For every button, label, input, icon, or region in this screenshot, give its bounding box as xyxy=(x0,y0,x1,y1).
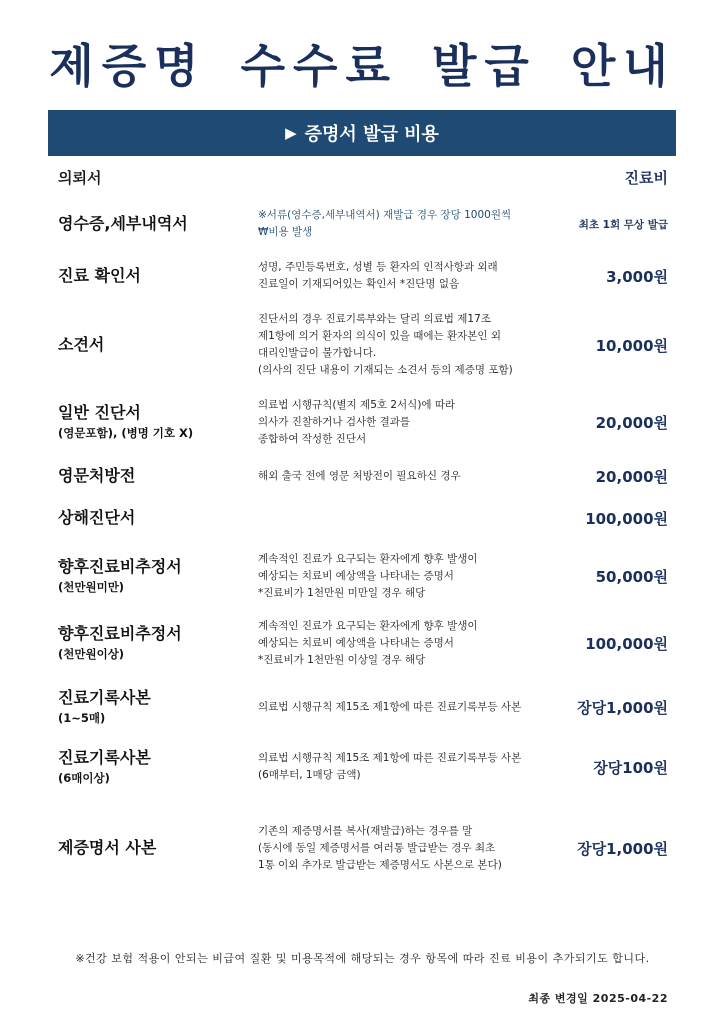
fee-row-cost-estimate-under xyxy=(58,550,668,602)
fee-row-general-diagnosis xyxy=(58,396,668,448)
fee-row-records-copy-6-plus xyxy=(58,746,668,788)
row-description xyxy=(258,397,570,448)
table-header xyxy=(58,164,668,190)
row-price: 장당1,000원 xyxy=(577,839,668,858)
row-description xyxy=(258,750,570,784)
row-desc-line: 성명, 주민등록번호, 성별 등 환자의 인적사항과 외래 xyxy=(258,261,498,273)
row-price: 50,000원 xyxy=(595,567,668,586)
row-price: 20,000원 xyxy=(595,413,668,432)
row-desc-line: 예상되는 치료비 예상액을 나타내는 증명서 xyxy=(258,636,454,649)
row-price: 3,000원 xyxy=(606,267,668,286)
fee-row-opinion xyxy=(58,310,668,380)
row-desc-line: (6매부터, 1매당 금액) xyxy=(258,769,361,781)
row-desc-line: *진료비가 1천만원 미만일 경우 해당 xyxy=(258,586,426,599)
row-description xyxy=(258,207,570,241)
row-desc-line: 종합하여 작성한 진단서 xyxy=(258,432,367,445)
row-description xyxy=(258,259,570,293)
row-price: 10,000원 xyxy=(595,336,668,355)
row-price: 100,000원 xyxy=(585,634,668,653)
row-desc-line: 제1항에 의거 환자의 의식이 있을 때에는 환자본인 외 xyxy=(258,330,502,342)
row-name: 상해진단서 xyxy=(58,508,136,527)
row-desc-line: 의료법 시행규칙 제15조 제1항에 따른 진료기록부등 사본 xyxy=(258,752,522,764)
row-desc-line: (의사의 진단 내용이 기재되는 소견서 등의 제증명 포함) xyxy=(258,364,513,376)
header-document-type: 의뢰서 xyxy=(58,168,102,187)
row-desc-line: 대리인발급이 불가합니다. xyxy=(258,347,377,359)
fee-row-injury-diagnosis xyxy=(58,506,668,530)
row-desc-line: (동시에 동일 제증명서를 여러통 발급받는 경우 최초 xyxy=(258,841,496,854)
row-name: 향후진료비추정서 xyxy=(58,557,182,576)
row-name: 향후진료비추정서 xyxy=(58,624,182,643)
row-desc-line: ₩비용 발생 xyxy=(258,226,313,238)
fee-row-english-prescription xyxy=(58,464,668,488)
row-description xyxy=(258,618,570,669)
row-desc-line: 진료일이 기재되어있는 확인서 *진단명 없음 xyxy=(258,278,460,290)
row-price: 최초 1회 무상 발급 xyxy=(578,218,668,231)
row-desc-line: 진단서의 경우 진료기록부와는 달리 의료법 제17조 xyxy=(258,313,491,325)
row-description xyxy=(258,468,570,485)
row-desc-line: ※서류(영수증,세부내역서) 재발급 경우 장당 1000원씩 xyxy=(258,209,512,221)
row-description xyxy=(258,311,570,379)
section-header-bar xyxy=(48,110,676,156)
row-name: 일반 진단서 xyxy=(58,403,141,422)
row-name: 진료기록사본 xyxy=(58,688,151,707)
row-name: 영수증,세부내역서 xyxy=(58,214,188,233)
page-title: 제증명 수수료 발급 안내 xyxy=(49,39,676,93)
play-triangle-icon: ▶ xyxy=(285,124,297,142)
row-desc-line: 의료법 시행규칙(별지 제5호 2서식)에 따라 xyxy=(258,398,456,411)
row-subname: (천만원이상) xyxy=(58,647,125,661)
row-desc-line: *진료비가 1천만원 이상일 경우 해당 xyxy=(258,653,426,666)
fee-row-records-copy-1-5 xyxy=(58,686,668,728)
row-desc-line: 계속적인 진료가 요구되는 환자에게 향후 발생이 xyxy=(258,619,478,632)
row-price: 100,000원 xyxy=(585,509,668,528)
row-desc-line: 계속적인 진료가 요구되는 환자에게 향후 발생이 xyxy=(258,552,478,565)
footnote: ※건강 보험 적용이 안되는 비급여 질환 및 미용목적에 해당되는 경우 항목에 따라 진료 비용이 추가되기도 합니다. xyxy=(75,952,650,965)
row-subname: (6매이상) xyxy=(58,771,110,785)
row-desc-line: 1통 이외 추가로 발급받는 제증명서도 사본으로 본다) xyxy=(258,858,502,871)
row-subname: (영문포함), (병명 기호 X) xyxy=(58,426,194,440)
header-fee: 진료비 xyxy=(624,168,668,187)
row-desc-line: 의료법 시행규칙 제15조 제1항에 따른 진료기록부등 사본 xyxy=(258,700,522,713)
row-name: 영문처방전 xyxy=(58,466,136,485)
row-desc-line: 해외 출국 전에 영문 처방전이 필요하신 경우 xyxy=(258,469,461,482)
row-name: 소견서 xyxy=(58,335,105,354)
row-price: 장당100원 xyxy=(593,758,668,777)
row-desc-line: 예상되는 치료비 예상액을 나타내는 증명서 xyxy=(258,569,454,582)
row-price: 장당1,000원 xyxy=(577,698,668,717)
row-subname: (1~5매) xyxy=(58,711,106,725)
row-description xyxy=(258,551,570,602)
row-name: 진료기록사본 xyxy=(58,748,151,767)
row-description xyxy=(258,699,570,716)
row-desc-line: 기존의 제증명서를 복사(재발급)하는 경우를 말 xyxy=(258,824,473,837)
fee-row-certificate-copy xyxy=(58,822,668,874)
section-label: 증명서 발급 비용 xyxy=(304,124,439,145)
row-description xyxy=(258,823,570,874)
fee-row-receipt xyxy=(58,206,668,242)
row-desc-line: 의사가 진찰하거나 검사한 결과를 xyxy=(258,415,411,428)
fee-row-cost-estimate-over xyxy=(58,617,668,669)
row-name: 제증명서 사본 xyxy=(58,838,157,857)
row-price: 20,000원 xyxy=(595,467,668,486)
fee-row-visit-confirmation xyxy=(58,258,668,294)
row-subname: (천만원미만) xyxy=(58,580,125,594)
row-name: 진료 확인서 xyxy=(58,266,141,285)
last-updated: 최종 변경일 2025-04-22 xyxy=(528,992,668,1005)
